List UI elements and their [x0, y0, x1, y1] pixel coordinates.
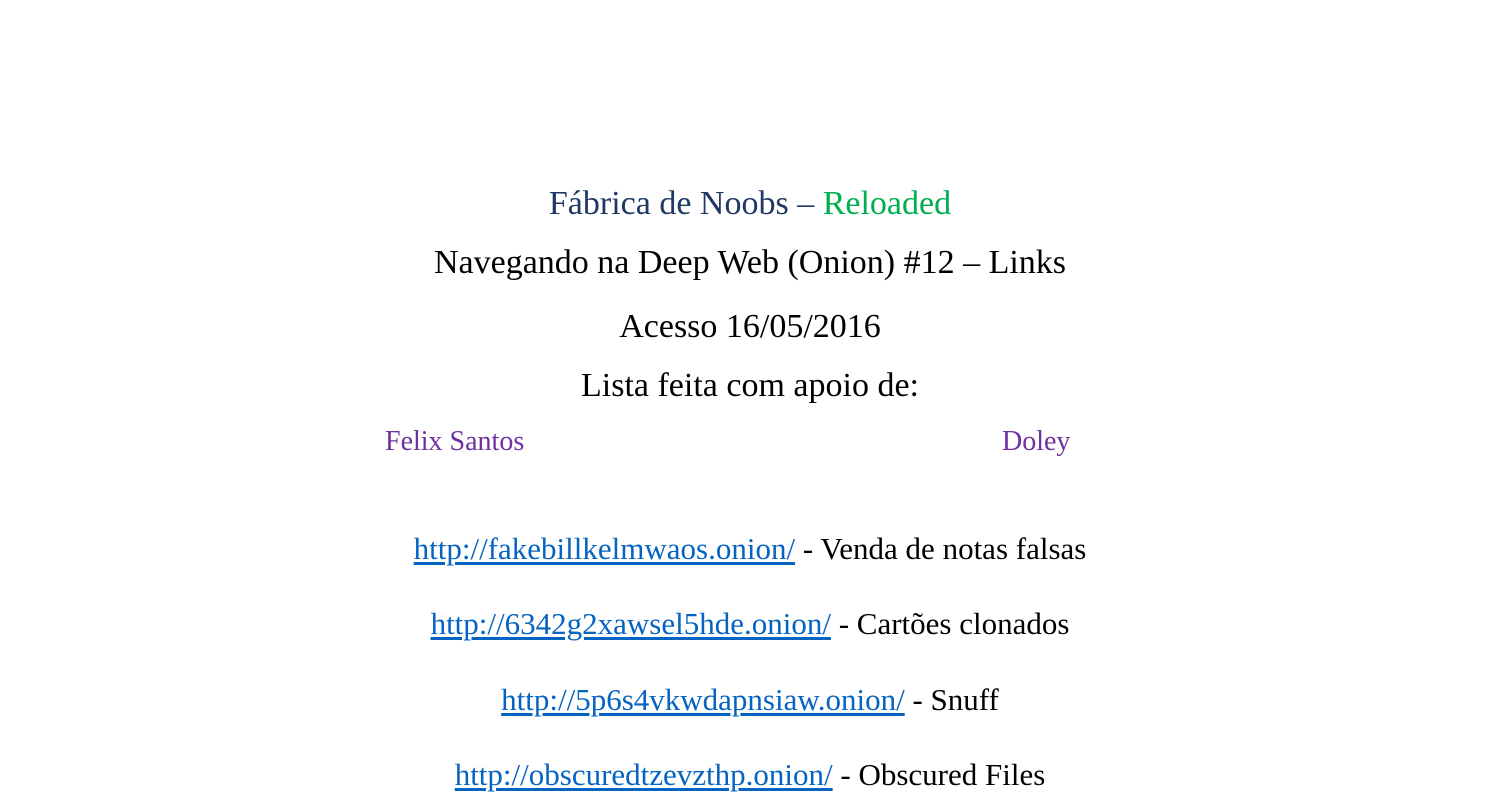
- onion-link[interactable]: http://5p6s4vkwdapnsiaw.onion/: [501, 682, 905, 717]
- document-subtitle: Navegando na Deep Web (Onion) #12 – Links: [433, 244, 1067, 281]
- title-separator: –: [797, 185, 815, 222]
- title-accent: Reloaded: [822, 185, 952, 222]
- onion-link[interactable]: http://fakebillkelmwaos.onion/: [413, 531, 796, 566]
- onion-link[interactable]: http://obscuredtzevzthp.onion/: [454, 757, 833, 792]
- support-text: Lista feita com apoio de:: [581, 367, 919, 404]
- document-title: [0, 184, 1500, 224]
- onion-link[interactable]: http://6342g2xawsel5hde.onion/: [430, 606, 831, 641]
- title-main: Fábrica de Noobs: [548, 185, 789, 222]
- link-list-item: [0, 682, 1500, 718]
- link-description: - Venda de notas falsas: [795, 531, 1087, 566]
- link-list-item: [0, 757, 1500, 793]
- link-list-item: [0, 606, 1500, 642]
- access-date: Acesso 16/05/2016: [619, 308, 881, 345]
- link-description: - Snuff: [904, 682, 999, 717]
- link-description: - Obscured Files: [832, 757, 1046, 792]
- contributor-doley: Doley: [1002, 426, 1071, 457]
- link-list-item: [0, 531, 1500, 567]
- link-description: - Cartões clonados: [830, 606, 1070, 641]
- contributor-felix-santos: Felix Santos: [385, 426, 525, 457]
